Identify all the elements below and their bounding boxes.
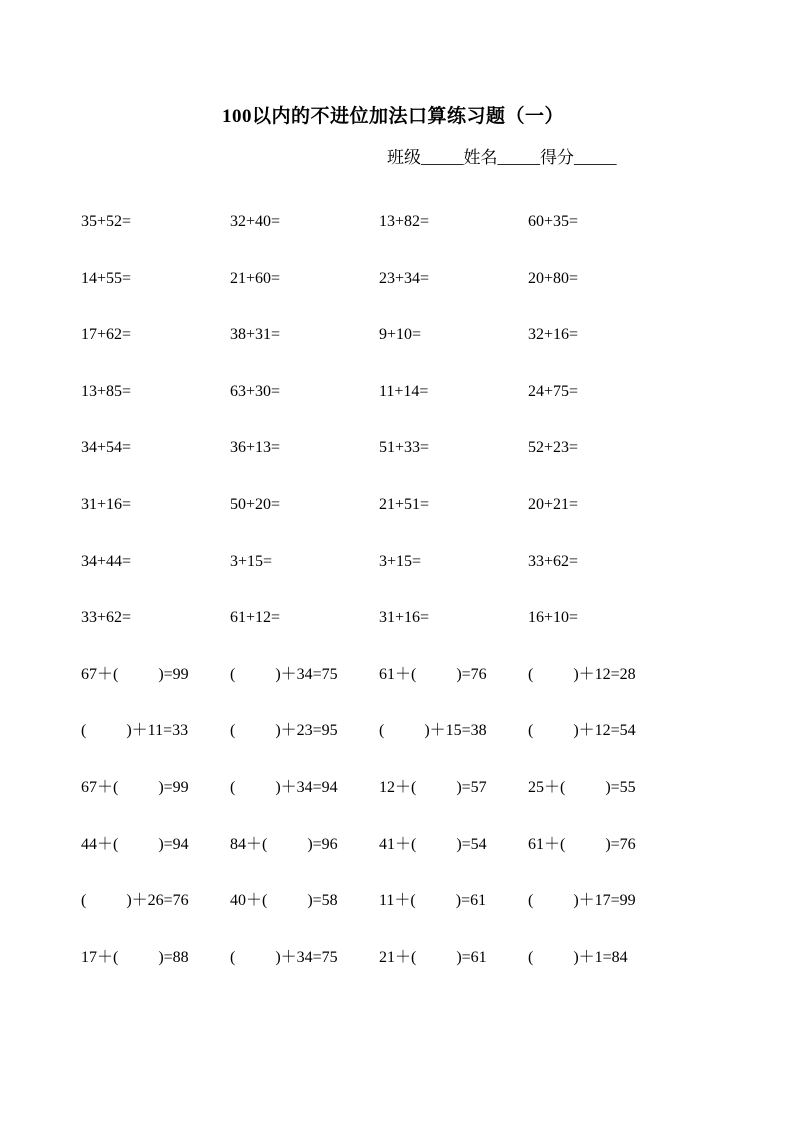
problem-row [81, 720, 681, 777]
problem-item: 60+35= [528, 213, 579, 230]
problem-item: 32+40= [230, 213, 281, 230]
problem-item: 50+20= [230, 495, 281, 513]
problem-row [81, 437, 681, 494]
problem-item: 9+10= [379, 326, 422, 344]
problem-item: 13+85= [81, 382, 132, 400]
problem-item: ( )＋34=75 [230, 665, 338, 683]
problem-row [81, 494, 681, 551]
problem-item: 3+15= [230, 552, 273, 570]
problem-item: ( )＋34=75 [230, 948, 338, 966]
problem-grid [81, 211, 681, 1003]
problem-item: ( )＋26=76 [81, 892, 189, 910]
problem-row [81, 834, 681, 891]
problem-item: 34+54= [81, 439, 132, 457]
problem-item: ( )＋34=94 [230, 778, 338, 796]
problem-item: 35+52= [81, 213, 132, 230]
problem-item: 51+33= [379, 439, 430, 457]
problem-item: 41＋( )=54 [379, 835, 487, 853]
problem-row [81, 381, 681, 438]
problem-item: 11+14= [379, 382, 429, 400]
problem-row [81, 607, 681, 664]
problem-row [81, 551, 681, 608]
problem-item: 14+55= [81, 269, 132, 287]
problem-item: 21+51= [379, 495, 430, 513]
problem-item: ( )＋12=28 [528, 665, 636, 683]
problem-item: 21＋( )=61 [379, 948, 487, 966]
problem-item: 17+62= [81, 326, 132, 344]
problem-item: ( )＋11=33 [81, 722, 189, 740]
problem-item: 23+34= [379, 269, 430, 287]
problem-item: 52+23= [528, 439, 579, 457]
problem-item: 33+62= [81, 609, 132, 627]
problem-item: 16+10= [528, 609, 579, 627]
problem-item: 67＋( )=99 [81, 665, 189, 683]
problem-row [81, 664, 681, 721]
problem-item: 31+16= [81, 495, 132, 513]
problem-item: 21+60= [230, 269, 281, 287]
problem-row [81, 268, 681, 325]
problem-item: 24+75= [528, 382, 579, 400]
problem-item: ( )＋17=99 [528, 892, 636, 910]
problem-item: 31+16= [379, 609, 430, 627]
problem-item: 34+44= [81, 552, 132, 570]
problem-item: 38+31= [230, 326, 281, 344]
problem-item: 61+12= [230, 609, 281, 627]
problem-item: 61＋( )=76 [528, 835, 636, 853]
problem-item: 12＋( )=57 [379, 778, 487, 796]
problem-item: ( )＋15=38 [379, 722, 487, 740]
problem-item: 13+82= [379, 213, 430, 230]
student-info-line: 班级_____姓名_____得分_____ [387, 148, 617, 167]
problem-item: 67＋( )=99 [81, 778, 189, 796]
problem-item: 36+13= [230, 439, 281, 457]
problem-item: 20+21= [528, 495, 579, 513]
problem-item: ( )＋12=54 [528, 722, 636, 740]
problem-item: 32+16= [528, 326, 579, 344]
problem-item: 17＋( )=88 [81, 948, 189, 966]
problem-item: 61＋( )=76 [379, 665, 487, 683]
problem-item: ( )＋1=84 [528, 948, 628, 966]
problem-item: 40＋( )=58 [230, 892, 338, 910]
problem-item: 20+80= [528, 269, 579, 287]
problem-row [81, 777, 681, 834]
problem-row [81, 324, 681, 381]
problem-item: ( )＋23=95 [230, 722, 338, 740]
problem-item: 84＋( )=96 [230, 835, 338, 853]
problem-item: 44＋( )=94 [81, 835, 189, 853]
problem-item: 25＋( )=55 [528, 778, 636, 796]
page-title: 100以内的不进位加法口算练习题（一） [221, 106, 564, 127]
problem-row [81, 211, 681, 268]
problem-row [81, 947, 681, 1004]
problem-item: 11＋( )=61 [379, 892, 487, 910]
problem-row [81, 890, 681, 947]
problem-item: 33+62= [528, 552, 579, 570]
problem-item: 63+30= [230, 382, 281, 400]
problem-item: 3+15= [379, 552, 422, 570]
